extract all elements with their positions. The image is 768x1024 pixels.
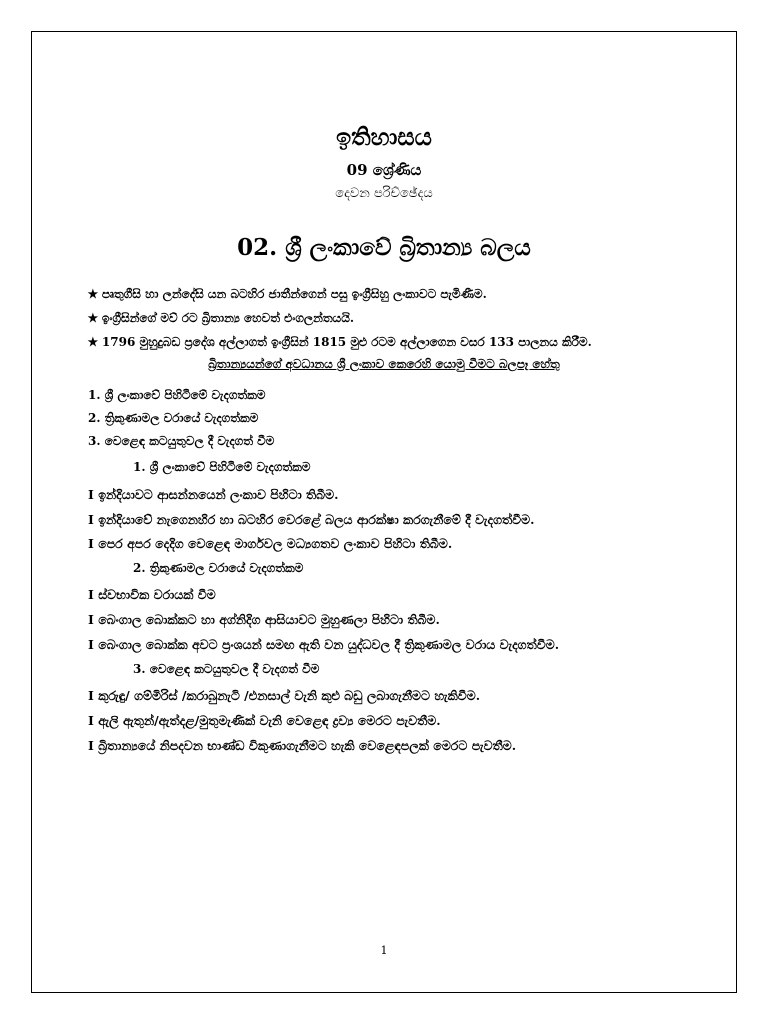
chapter-title: 02. ශ්‍රී ලංකාවේ බ්‍රිතාන්‍ය බලය — [237, 234, 531, 261]
section-heading: 2. ත්‍රිකුණාමල වරායේ වැදගත්කම — [133, 561, 304, 575]
section-point: I ස්වභාවික වරායක් වීම — [88, 587, 216, 602]
reason-item: 3. වෙළෙඳ කටයුතුවල දී වැදගත් වීම — [88, 434, 275, 448]
section-point: I ඉන්දියාවට ආසන්නයෙන් ලංකාව පිහිටා තිබීම. — [88, 487, 339, 502]
section-point: I කුරුඳු/ ගම්මිරිස් /කරාබුනැටි /එනසාල් වැනි කුළු බඩු ලබාගැනීමට හැකිවීම. — [88, 688, 481, 703]
intro-point: ★ පෘතුගීසි හා ලන්දේසි යන බටහිර ජාතීන්ගෙන් පසු ඉංග්‍රීසිහු ලංකාවට පැමිණීම. — [88, 287, 487, 301]
section-point: I බෙංගාල බොක්කට හා අග්නිදිග ආසියාවට මුහුණලා පිහිටා තිබීම. — [88, 612, 440, 627]
intro-point: ★ 1796 මුහුදුබඩ ප්‍රදේශ අල්ලාගත් ඉංග්‍රීසින් 1815 මුළු රටම අල්ලාගෙන වසර 133 පාලනය කිරීම. — [88, 335, 592, 349]
section-point: I ඉන්දියාවේ නැගෙනහිර හා බටහිර වෙරළේ බලය ආරක්ෂා කරගැනීමේ දී වැදගත්වීම. — [88, 512, 535, 527]
document-title: ඉතිහාසය — [336, 122, 432, 151]
reasons-heading: බ්‍රිතාන්‍යයන්ගේ අවධානය ශ්‍රී ලංකාව කෙරෙහි යොමු වීමට බලපෑ හේතු — [208, 357, 560, 371]
term-label: දෙවන පරිච්ඡේදය — [335, 186, 433, 201]
section-point: I බෙංගාල බොක්ක අවට ප්‍රංශයන් සමඟ ඇති වන යුද්ධවල දී ත්‍රිකුණාමල වරාය වැදගත්වීම. — [88, 637, 560, 652]
section-point: I පෙර අපර දෙදිග වෙළෙඳ මාර්ගවල මධ්‍යගතව ලංකාව පිහිටා තිබීම. — [88, 536, 453, 551]
intro-point: ★ ඉංග්‍රීසින්ගේ මව් රට බ්‍රිතාන්‍ය හෙවත් එංගලන්තයයි. — [88, 311, 354, 325]
reason-item: 1. ශ්‍රී ලංකාවේ පිහිටීමේ වැදගත්කම — [88, 388, 266, 402]
section-point: I බ්‍රිතාන්‍යයේ නිපදවන භාණ්ඩ විකුණාගැනීමට හැකි වෙළෙඳපලක් මෙරට පැවතීම. — [88, 738, 517, 753]
section-heading: 1. ශ්‍රී ලංකාවේ පිහිටීමේ වැදගත්කම — [133, 460, 311, 474]
grade-label: 09 ශ්‍රේණිය — [346, 161, 422, 179]
page-number: 1 — [380, 944, 388, 957]
section-heading: 3. වෙළෙඳ කටයුතුවල දී වැදගත් වීම — [133, 662, 320, 676]
section-point: I ඇලි ඇතුන්/ඇත්දළ/මුතුමැණික් වැනි වෙළෙඳ ද්‍රව්‍ය මෙරට පැවතීම. — [88, 713, 441, 728]
reason-item: 2. ත්‍රිකුණාමල වරායේ වැදගත්කම — [88, 411, 259, 425]
